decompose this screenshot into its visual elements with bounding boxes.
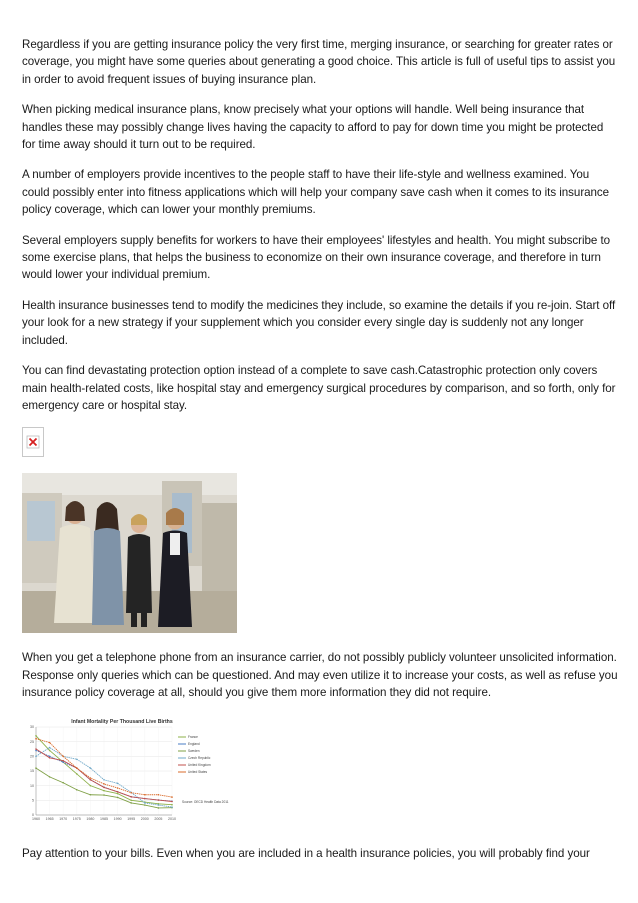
data-point xyxy=(117,791,119,793)
paragraph: Several employers supply benefits for workers to have their employees' lifestyles and health. You might subscribe to some exercise plans, that helps the business to economize on their own insurance coverage, and therefore in turn would lower your individual premium. xyxy=(22,233,611,282)
data-point xyxy=(103,783,105,785)
data-point xyxy=(158,804,160,806)
infant-mortality-chart xyxy=(22,715,229,827)
paragraph: Pay attention to your bills. Even when you are included in a health insurance policies, you will probably find your xyxy=(22,846,590,860)
x-tick-label: 1985 xyxy=(100,816,108,821)
data-point xyxy=(171,800,173,802)
data-point xyxy=(49,755,51,757)
data-point xyxy=(62,755,64,757)
x-tick-label: 1960 xyxy=(32,816,40,821)
data-point xyxy=(103,789,105,791)
x-tick-label: 2010 xyxy=(168,816,176,821)
group-photo xyxy=(22,473,237,633)
data-point xyxy=(144,793,146,795)
data-point xyxy=(35,767,37,769)
broken-image-icon xyxy=(22,427,44,457)
data-point xyxy=(49,741,51,743)
x-tick-label: 1975 xyxy=(72,816,81,821)
data-point xyxy=(130,791,132,793)
data-point xyxy=(117,782,119,784)
y-tick-label: 25 xyxy=(30,739,34,744)
x-tick-label: 1995 xyxy=(127,816,136,821)
legend-label: United Kingdom xyxy=(188,762,211,767)
data-point xyxy=(144,797,146,799)
data-point xyxy=(171,796,173,798)
data-point xyxy=(171,806,173,808)
data-point xyxy=(49,757,51,759)
data-point xyxy=(144,802,146,804)
paragraph: A number of employers provide incentives to the people staff to have their life-style and wellness examined. You could possibly enter into fitness applications which will help your company save cash when it comes to its insurance policy coverage, which can lower your monthly premiums. xyxy=(22,168,610,217)
data-point xyxy=(49,776,51,778)
legend-label: Czech Republic xyxy=(188,755,211,760)
data-point xyxy=(49,749,51,751)
data-point xyxy=(158,807,160,809)
data-point xyxy=(130,799,132,801)
paragraph: Regardless if you are getting insurance policy the very first time, merging insurance, or searching for greater rates or coverage, you might have some queries about generating a good choice. This article is full of useful tips to assist you in order to avoid frequent issues of buying insurance plan. xyxy=(22,38,616,86)
data-point xyxy=(35,737,37,739)
y-tick-label: 0 xyxy=(32,812,34,817)
chart-title: Infant Mortality Per Thousand Live Births xyxy=(71,718,173,725)
close-icon xyxy=(27,436,39,448)
legend-label: Sweden xyxy=(188,748,200,753)
data-point xyxy=(76,789,78,791)
data-point xyxy=(117,787,119,789)
data-point xyxy=(144,804,146,806)
data-point xyxy=(35,749,37,751)
data-point xyxy=(76,758,78,760)
x-axis xyxy=(32,817,176,821)
paragraph: When picking medical insurance plans, know precisely what your options will handle. Well being insurance that handles these may possibly change lives having the capacity to afford to pay for down time you might be protected for time away should it turn out to be required. xyxy=(22,103,604,152)
chart-svg xyxy=(22,715,229,827)
legend-label: United States xyxy=(188,769,208,774)
data-point xyxy=(117,796,119,798)
y-tick-label: 10 xyxy=(30,783,34,788)
photo-illustration xyxy=(22,473,237,633)
x-tick-label: 2000 xyxy=(140,816,149,821)
data-point xyxy=(90,793,92,795)
data-point xyxy=(117,792,119,794)
data-point xyxy=(76,767,78,769)
data-point xyxy=(35,748,37,750)
data-point xyxy=(130,802,132,804)
data-point xyxy=(158,799,160,801)
article-body xyxy=(22,36,618,875)
data-point xyxy=(158,793,160,795)
data-point xyxy=(130,796,132,798)
data-point xyxy=(90,784,92,786)
x-tick-label: 1990 xyxy=(113,816,122,821)
y-tick-label: 30 xyxy=(30,724,34,729)
chart-source-note: Source: OECD Health Data 2011 xyxy=(182,799,229,804)
data-point xyxy=(35,755,37,757)
data-point xyxy=(62,761,64,763)
legend-label: France xyxy=(188,734,198,739)
data-point xyxy=(103,794,105,796)
data-point xyxy=(90,767,92,769)
y-tick-label: 5 xyxy=(32,798,34,803)
data-point xyxy=(35,735,37,737)
data-point xyxy=(171,803,173,805)
paragraph: You can find devastating protection option instead of a complete to save cash.Catastrophic protection only covers main health-related costs, like hospital stay and emergency surgical procedures by comparison, and so forth, only for emergency care or hospital stay. xyxy=(22,364,616,412)
data-point xyxy=(49,746,51,748)
x-tick-label: 2005 xyxy=(154,816,163,821)
x-tick-label: 1970 xyxy=(59,816,68,821)
x-tick-label: 1980 xyxy=(86,816,95,821)
data-point xyxy=(62,759,64,761)
data-point xyxy=(62,781,64,783)
data-point xyxy=(103,779,105,781)
y-tick-label: 20 xyxy=(30,754,34,759)
data-point xyxy=(90,777,92,779)
data-point xyxy=(103,786,105,788)
paragraph: Health insurance businesses tend to modify the medicines they include, so examine the details if you re-join. Start off your look for a new strategy if your supplement which you consider every single day is suddenly not any longer included. xyxy=(22,298,616,347)
data-point xyxy=(76,773,78,775)
data-point xyxy=(90,779,92,781)
legend-label: England xyxy=(188,741,200,746)
y-tick-label: 15 xyxy=(30,768,34,773)
x-tick-label: 1965 xyxy=(45,816,54,821)
paragraph: When you get a telephone phone from an insurance carrier, do not possibly publicly volunteer unsolicited information. Response only queries which can be questioned. And may even utilize it to increase your costs, as well as refuse you insurance policy coverage at all, should you give them more information they did not require. xyxy=(22,651,618,700)
